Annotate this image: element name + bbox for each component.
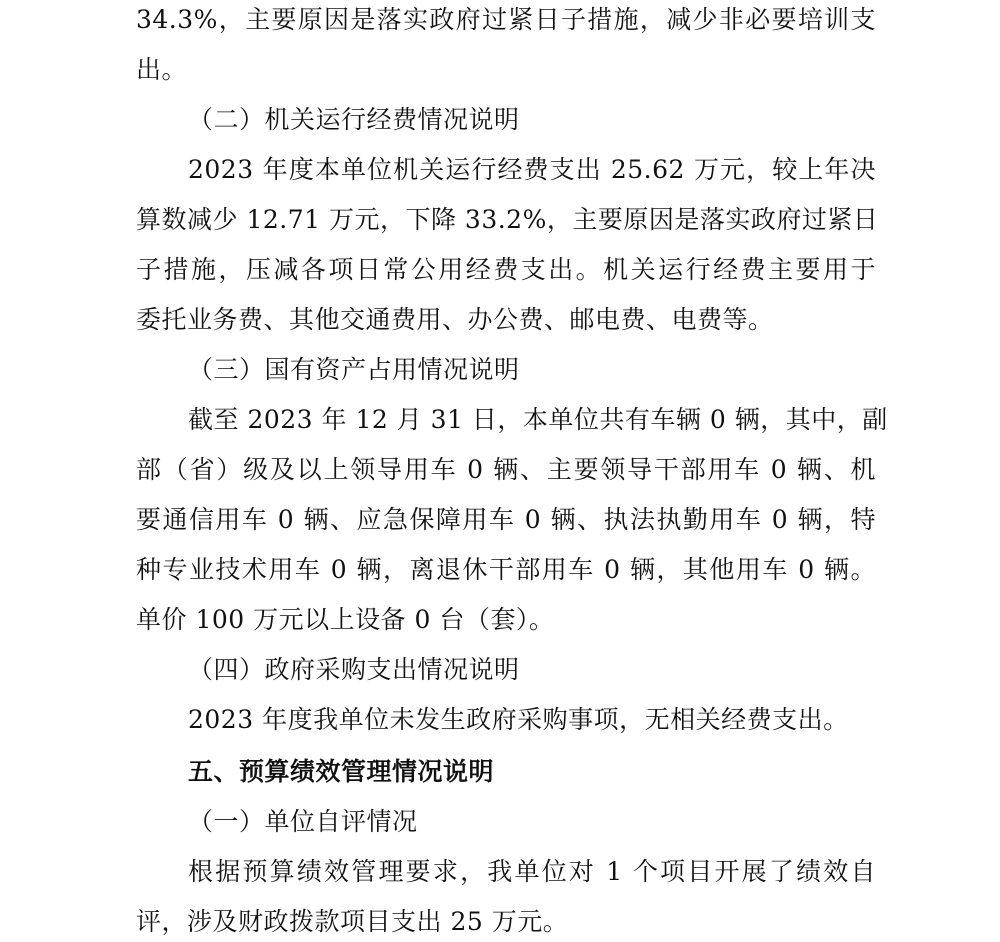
section-heading: 五、预算绩效管理情况说明 <box>188 757 495 786</box>
paragraph-line: 子措施，压减各项日常公用经费支出。机关运行经费主要用于 <box>136 255 876 284</box>
section-subheading: （三）国有资产占用情况说明 <box>188 355 520 384</box>
paragraph-line: 截至 2023 年 12 月 31 日，本单位共有车辆 0 辆，其中，副 <box>188 405 888 434</box>
paragraph-line: 出。 <box>136 55 188 84</box>
paragraph-line: 要通信用车 0 辆、应急保障用车 0 辆、执法执勤用车 0 辆，特 <box>136 505 876 534</box>
section-subheading: （四）政府采购支出情况说明 <box>188 655 520 684</box>
paragraph-line: 评，涉及财政拨款项目支出 25 万元。 <box>136 907 569 936</box>
paragraph-line: 算数减少 12.71 万元，下降 33.2%，主要原因是落实政府过紧日 <box>136 205 879 234</box>
paragraph-line: 2023 年度我单位未发生政府采购事项，无相关经费支出。 <box>188 705 849 734</box>
paragraph-line: 委托业务费、其他交通费用、办公费、邮电费、电费等。 <box>136 305 774 334</box>
paragraph-line: 根据预算绩效管理要求，我单位对 1 个项目开展了绩效自 <box>188 857 876 886</box>
section-subheading: （二）机关运行经费情况说明 <box>188 105 520 134</box>
paragraph-line: 2023 年度本单位机关运行经费支出 25.62 万元，较上年决 <box>188 155 876 184</box>
section-subheading: （一）单位自评情况 <box>188 807 418 836</box>
paragraph-line: 部（省）级及以上领导用车 0 辆、主要领导干部用车 0 辆、机 <box>136 455 876 484</box>
paragraph-line: 单价 100 万元以上设备 0 台（套）。 <box>136 605 555 634</box>
paragraph-line: 种专业技术用车 0 辆，离退休干部用车 0 辆，其他用车 0 辆。 <box>136 555 876 584</box>
paragraph-line: 34.3%，主要原因是落实政府过紧日子措施，减少非必要培训支 <box>136 5 876 34</box>
